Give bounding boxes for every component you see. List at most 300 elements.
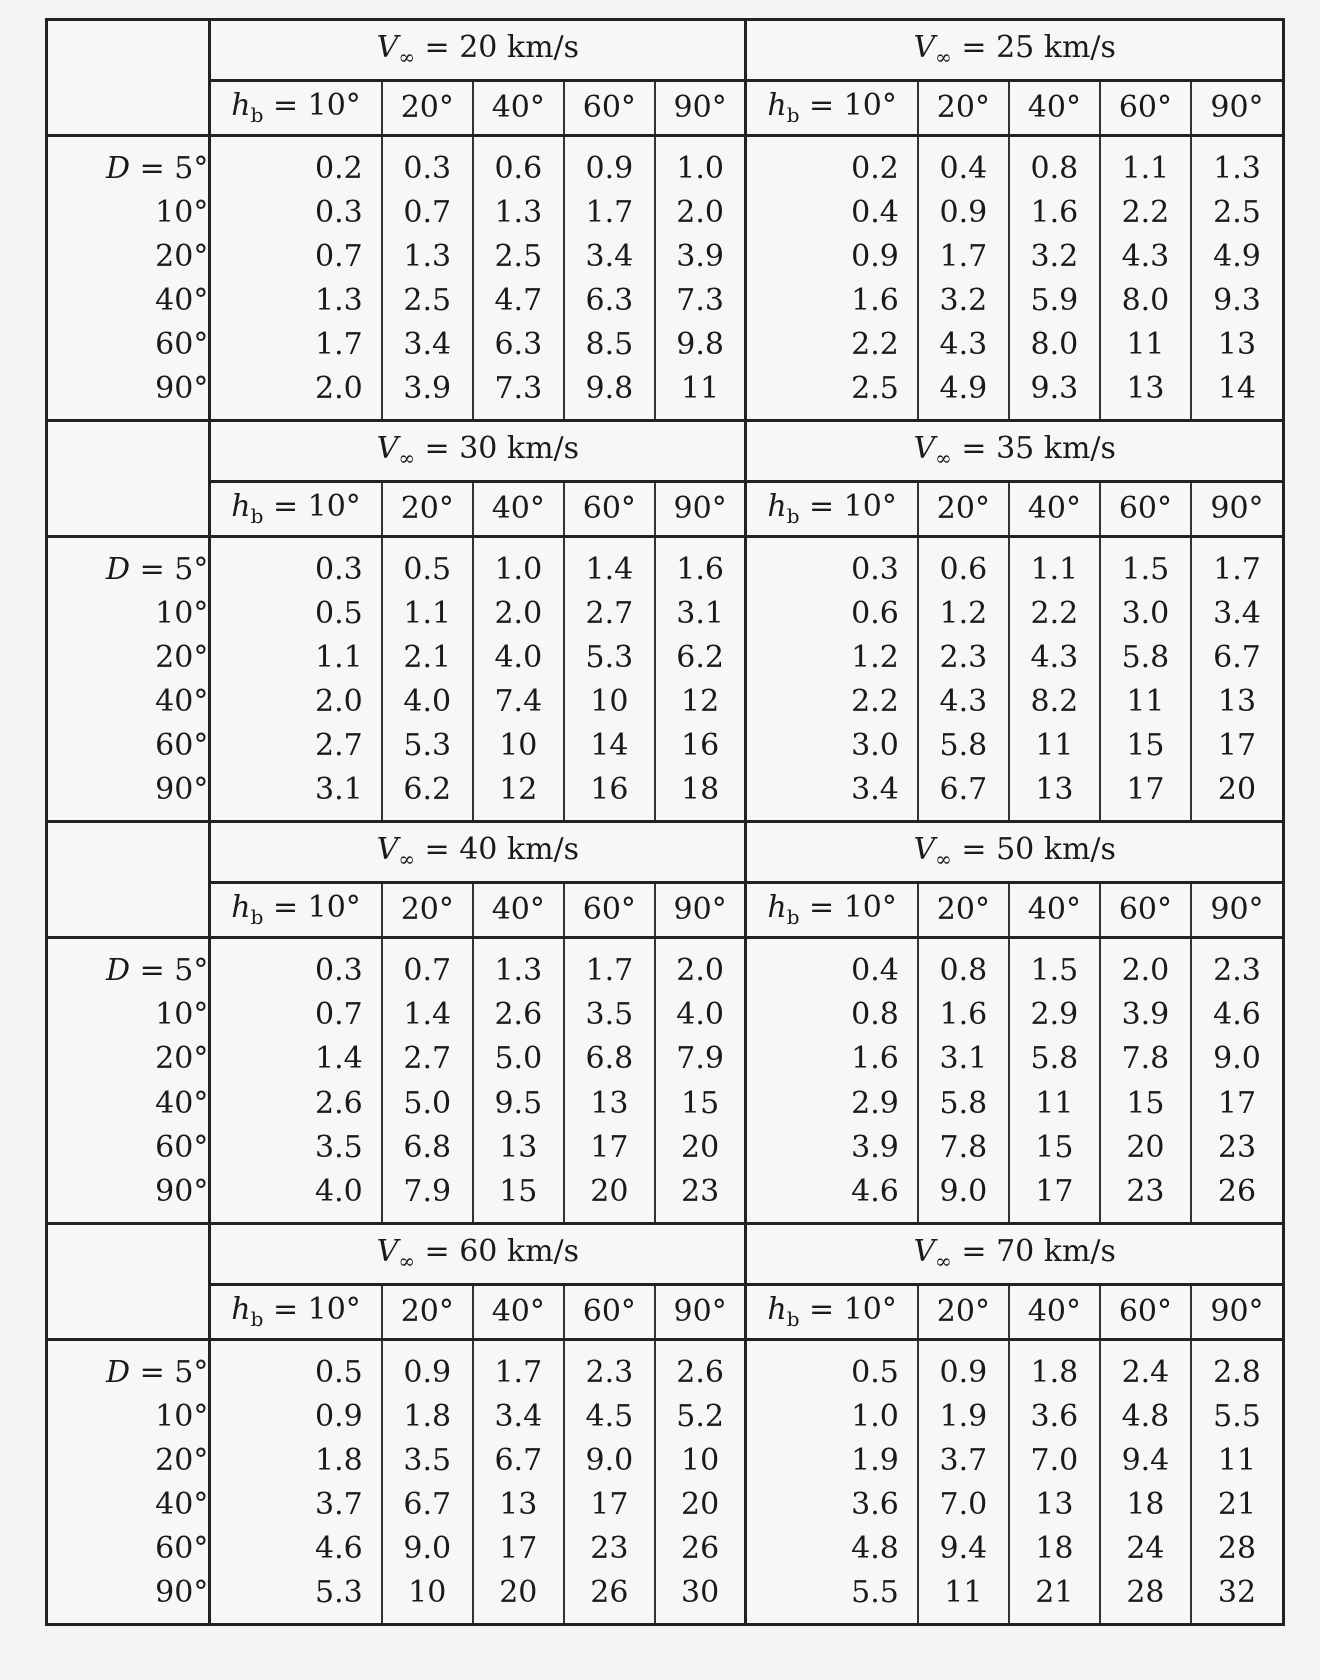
hb-value: 90° — [673, 892, 727, 928]
cell-value: 0.3 — [403, 151, 452, 187]
value-cell — [1009, 367, 1100, 421]
cell-value: 21 — [1035, 1574, 1074, 1610]
hb-header-cell — [210, 81, 382, 136]
value-cell — [210, 1483, 382, 1527]
value-cell — [1009, 768, 1100, 822]
cell-value: 1.7 — [1213, 552, 1261, 588]
cell-value: 15 — [1035, 1129, 1074, 1165]
d-value: 10° — [155, 1398, 209, 1434]
cell-value: 3.1 — [939, 1041, 988, 1077]
cell-value: 11 — [944, 1574, 983, 1610]
h-symbol: h — [767, 1291, 787, 1327]
value-cell — [1191, 279, 1282, 323]
hb-header-cell — [655, 883, 746, 938]
value-cell — [473, 1527, 564, 1571]
value-cell — [1009, 1395, 1100, 1439]
d-label-cell — [48, 592, 210, 636]
value-cell — [473, 1571, 564, 1623]
cell-value: 3.9 — [403, 371, 452, 407]
cell-value: 17 — [1035, 1173, 1074, 1209]
hb-value: 90° — [673, 1293, 727, 1329]
hb-header-row — [48, 1284, 1282, 1339]
d-value: = 5° — [130, 1354, 209, 1390]
value-cell — [1100, 938, 1191, 994]
cell-value: 2.2 — [851, 327, 899, 363]
cell-value: 0.7 — [403, 195, 452, 231]
cell-value: 1.1 — [403, 596, 452, 632]
value-cell — [918, 1037, 1009, 1081]
v-symbol: V — [376, 832, 399, 868]
value-cell — [1191, 768, 1282, 822]
value-cell — [1191, 592, 1282, 636]
speed-header-left — [210, 822, 746, 883]
value-cell — [210, 279, 382, 323]
equals-sign: = — [951, 30, 997, 66]
cell-value: 13 — [499, 1129, 538, 1165]
cell-value: 3.5 — [403, 1442, 452, 1478]
cell-value: 24 — [1126, 1530, 1165, 1566]
cell-value: 4.3 — [939, 327, 988, 363]
value-cell — [1100, 1082, 1191, 1126]
cell-value: 5.2 — [676, 1398, 724, 1434]
cell-value: 3.6 — [1030, 1398, 1079, 1434]
cell-value: 2.3 — [1213, 953, 1261, 989]
cell-value: 15 — [1126, 1085, 1165, 1121]
h-symbol: h — [231, 489, 251, 525]
cell-value: 3.9 — [1121, 997, 1170, 1033]
cell-value: 7.8 — [1121, 1041, 1170, 1077]
speed-value: 20 km/s — [459, 30, 580, 66]
value-cell — [1100, 1037, 1191, 1081]
hb-value: 90° — [673, 90, 727, 126]
d-value: 40° — [155, 1486, 209, 1522]
cell-value: 5.8 — [1121, 640, 1170, 676]
d-value: 40° — [155, 283, 209, 319]
value-cell — [918, 279, 1009, 323]
cell-value: 10 — [681, 1442, 720, 1478]
d-label-cell — [48, 136, 210, 192]
cell-value: 13 — [1217, 684, 1257, 720]
v-subscript: ∞ — [398, 847, 415, 872]
cell-value: 0.2 — [315, 151, 363, 187]
cell-value: 2.9 — [1030, 997, 1079, 1033]
cell-value: 3.2 — [939, 283, 988, 319]
speed-value: 70 km/s — [996, 1233, 1116, 1269]
cell-value: 18 — [1126, 1486, 1165, 1522]
value-cell — [564, 1082, 655, 1126]
cell-value: 2.7 — [403, 1041, 452, 1077]
value-cell — [210, 1170, 382, 1224]
value-cell — [1009, 323, 1100, 367]
cell-value: 4.0 — [494, 640, 543, 676]
value-cell — [564, 1170, 655, 1224]
value-cell — [1009, 1037, 1100, 1081]
cell-value: 1.5 — [1121, 552, 1170, 588]
value-cell — [210, 636, 382, 680]
d-label-cell — [48, 768, 210, 822]
cell-value: 1.7 — [494, 1354, 543, 1390]
cell-value: 1.0 — [676, 151, 724, 187]
speed-header-right — [746, 1223, 1282, 1284]
hb-value: 40° — [1027, 90, 1081, 126]
cell-value: 3.4 — [585, 239, 634, 275]
d-value: 90° — [155, 371, 209, 407]
cell-value: 0.9 — [939, 1354, 988, 1390]
table-row — [48, 279, 1282, 323]
hb-value: 40° — [491, 491, 545, 527]
value-cell — [382, 323, 473, 367]
cell-value: 20 — [590, 1173, 629, 1209]
value-cell — [746, 323, 918, 367]
hb-header-cell — [1009, 1284, 1100, 1339]
value-cell — [473, 1126, 564, 1170]
value-cell — [1009, 636, 1100, 680]
value-cell — [382, 1527, 473, 1571]
value-cell — [210, 136, 382, 192]
d-value: 20° — [155, 1041, 209, 1077]
value-cell — [473, 191, 564, 235]
hb-value: = 10° — [799, 88, 897, 124]
value-cell — [564, 636, 655, 680]
cell-value: 9.8 — [585, 371, 634, 407]
hb-header-cell — [918, 883, 1009, 938]
cell-value: 4.0 — [315, 1173, 363, 1209]
d-label-cell — [48, 680, 210, 724]
value-cell — [473, 1483, 564, 1527]
hb-header-cell — [1100, 883, 1191, 938]
speed-value: 25 km/s — [996, 30, 1116, 66]
cell-value: 2.4 — [1121, 1354, 1170, 1390]
hb-value: 60° — [1118, 491, 1173, 527]
cell-value: 4.6 — [851, 1173, 899, 1209]
hb-header-row — [48, 883, 1282, 938]
cell-value: 17 — [1217, 728, 1257, 764]
value-cell — [473, 1339, 564, 1395]
v-symbol: V — [376, 30, 399, 66]
cell-value: 0.6 — [851, 596, 899, 632]
cell-value: 2.2 — [851, 684, 899, 720]
hb-header-cell — [473, 883, 564, 938]
hb-value: 40° — [1027, 1293, 1081, 1329]
cell-value: 2.6 — [315, 1085, 363, 1121]
cell-value: 3.6 — [851, 1486, 899, 1522]
h-subscript: b — [250, 1306, 264, 1331]
cell-value: 1.4 — [585, 552, 634, 588]
value-cell — [746, 1037, 918, 1081]
value-cell — [746, 1395, 918, 1439]
hb-header-cell — [1191, 1284, 1282, 1339]
hb-value: 40° — [491, 90, 545, 126]
d-symbol: D — [105, 151, 131, 187]
cell-value: 3.1 — [676, 596, 724, 632]
value-cell — [564, 1037, 655, 1081]
value-cell — [918, 367, 1009, 421]
value-cell — [473, 1082, 564, 1126]
value-cell — [655, 1439, 746, 1483]
v-symbol: V — [913, 30, 936, 66]
cell-value: 13 — [1126, 371, 1165, 407]
value-cell — [655, 680, 746, 724]
equals-sign: = — [415, 431, 460, 467]
hb-value: 20° — [400, 892, 454, 928]
value-cell — [1009, 680, 1100, 724]
h-symbol: h — [231, 1291, 251, 1327]
value-cell — [1100, 1170, 1191, 1224]
hb-value: 40° — [491, 1293, 545, 1329]
value-cell — [210, 191, 382, 235]
corner-cell — [48, 883, 210, 938]
v-subscript: ∞ — [935, 45, 952, 70]
h-symbol: h — [767, 489, 787, 525]
cell-value: 0.6 — [939, 552, 988, 588]
hb-value: 60° — [1118, 892, 1173, 928]
value-cell — [1100, 1571, 1191, 1623]
cell-value: 3.4 — [494, 1398, 543, 1434]
d-label-cell — [48, 1527, 210, 1571]
cell-value: 13 — [1217, 327, 1257, 363]
value-cell — [1191, 636, 1282, 680]
cell-value: 18 — [1035, 1530, 1074, 1566]
cell-value: 1.4 — [315, 1041, 363, 1077]
value-cell — [564, 1126, 655, 1170]
value-cell — [746, 1082, 918, 1126]
cell-value: 9.3 — [1213, 283, 1261, 319]
hb-value: 60° — [582, 491, 636, 527]
d-value: 60° — [155, 327, 209, 363]
value-cell — [655, 279, 746, 323]
value-cell — [382, 680, 473, 724]
cell-value: 5.3 — [315, 1574, 363, 1610]
value-cell — [746, 367, 918, 421]
table-row — [48, 1571, 1282, 1623]
cell-value: 2.2 — [1121, 195, 1170, 231]
speed-header-left — [210, 21, 746, 81]
value-cell — [473, 636, 564, 680]
value-cell — [210, 1339, 382, 1395]
value-cell — [382, 191, 473, 235]
v-symbol: V — [376, 431, 399, 467]
hb-header-cell — [918, 81, 1009, 136]
cell-value: 1.2 — [939, 596, 988, 632]
value-cell — [382, 537, 473, 593]
hb-header-row — [48, 81, 1282, 136]
cell-value: 9.0 — [403, 1530, 452, 1566]
table-row — [48, 1170, 1282, 1224]
value-cell — [918, 323, 1009, 367]
cell-value: 2.8 — [1213, 1354, 1261, 1390]
value-cell — [746, 938, 918, 994]
v-symbol: V — [913, 1233, 936, 1269]
cell-value: 8.5 — [585, 327, 634, 363]
value-cell — [382, 1339, 473, 1395]
value-cell — [210, 938, 382, 994]
hb-value: 60° — [582, 90, 636, 126]
value-cell — [1191, 938, 1282, 994]
value-cell — [1009, 235, 1100, 279]
hb-header-cell — [1191, 81, 1282, 136]
value-cell — [382, 768, 473, 822]
cell-value: 28 — [1217, 1530, 1257, 1566]
cell-value: 23 — [590, 1530, 629, 1566]
cell-value: 1.6 — [1030, 195, 1079, 231]
value-cell — [382, 1126, 473, 1170]
hb-header-cell — [382, 482, 473, 537]
speed-header-left — [210, 1223, 746, 1284]
value-cell — [473, 724, 564, 768]
value-cell — [1191, 136, 1282, 192]
value-cell — [564, 323, 655, 367]
d-value: 60° — [155, 1530, 209, 1566]
value-cell — [655, 636, 746, 680]
value-cell — [918, 938, 1009, 994]
data-table — [48, 21, 1282, 1623]
value-cell — [655, 1571, 746, 1623]
cell-value: 2.5 — [403, 283, 452, 319]
hb-value: 60° — [1118, 1293, 1173, 1329]
table-row — [48, 938, 1282, 994]
value-cell — [1009, 1082, 1100, 1126]
cell-value: 4.0 — [403, 684, 452, 720]
d-value: 90° — [155, 1574, 209, 1610]
value-cell — [1009, 938, 1100, 994]
value-cell — [564, 938, 655, 994]
cell-value: 5.0 — [403, 1085, 452, 1121]
value-cell — [473, 1439, 564, 1483]
value-cell — [1191, 1395, 1282, 1439]
cell-value: 4.3 — [939, 684, 988, 720]
hb-value: 90° — [1210, 90, 1264, 126]
cell-value: 2.0 — [676, 953, 724, 989]
cell-value: 7.9 — [676, 1041, 724, 1077]
cell-value: 28 — [1126, 1574, 1165, 1610]
cell-value: 7.3 — [676, 283, 724, 319]
cell-value: 2.5 — [494, 239, 543, 275]
cell-value: 4.6 — [315, 1530, 363, 1566]
d-label-cell — [48, 724, 210, 768]
cell-value: 3.9 — [851, 1129, 899, 1165]
cell-value: 4.3 — [1030, 640, 1079, 676]
cell-value: 7.3 — [494, 371, 543, 407]
data-table-sheet — [45, 18, 1285, 1626]
h-subscript: b — [250, 103, 264, 128]
speed-header-row — [48, 21, 1282, 81]
value-cell — [382, 724, 473, 768]
d-value: = 5° — [130, 552, 209, 588]
hb-header-cell — [210, 1284, 382, 1339]
speed-value: 40 km/s — [459, 832, 580, 868]
value-cell — [382, 1082, 473, 1126]
cell-value: 9.3 — [1030, 371, 1079, 407]
cell-value: 0.3 — [315, 195, 363, 231]
d-value: = 5° — [130, 151, 209, 187]
value-cell — [1100, 191, 1191, 235]
table-row — [48, 1082, 1282, 1126]
value-cell — [1191, 191, 1282, 235]
cell-value: 1.4 — [403, 997, 452, 1033]
value-cell — [1009, 191, 1100, 235]
equals-sign: = — [951, 832, 997, 868]
d-value: 90° — [155, 772, 209, 808]
cell-value: 11 — [681, 371, 720, 407]
value-cell — [1009, 1126, 1100, 1170]
table-row — [48, 136, 1282, 192]
value-cell — [655, 323, 746, 367]
cell-value: 4.8 — [1121, 1398, 1170, 1434]
cell-value: 0.5 — [851, 1354, 899, 1390]
hb-header-cell — [655, 482, 746, 537]
hb-header-cell — [1009, 482, 1100, 537]
v-symbol: V — [913, 832, 936, 868]
hb-header-cell — [210, 883, 382, 938]
cell-value: 5.8 — [1030, 1041, 1079, 1077]
value-cell — [1100, 1395, 1191, 1439]
hb-value: 40° — [491, 892, 545, 928]
hb-value: 90° — [1210, 491, 1264, 527]
value-cell — [1191, 680, 1282, 724]
value-cell — [918, 768, 1009, 822]
cell-value: 2.3 — [939, 640, 988, 676]
value-cell — [564, 993, 655, 1037]
cell-value: 11 — [1126, 684, 1165, 720]
value-cell — [655, 768, 746, 822]
table-row — [48, 367, 1282, 421]
hb-header-cell — [1009, 81, 1100, 136]
value-cell — [1100, 537, 1191, 593]
cell-value: 0.4 — [851, 953, 899, 989]
d-value: 10° — [155, 596, 209, 632]
value-cell — [1009, 279, 1100, 323]
cell-value: 2.0 — [1121, 953, 1170, 989]
value-cell — [746, 537, 918, 593]
hb-value: = 10° — [799, 489, 897, 525]
d-label-cell — [48, 938, 210, 994]
value-cell — [1009, 1571, 1100, 1623]
value-cell — [918, 1571, 1009, 1623]
value-cell — [473, 537, 564, 593]
value-cell — [210, 724, 382, 768]
value-cell — [918, 136, 1009, 192]
value-cell — [382, 235, 473, 279]
cell-value: 16 — [590, 772, 629, 808]
cell-value: 26 — [1217, 1173, 1257, 1209]
equals-sign: = — [951, 431, 997, 467]
cell-value: 0.9 — [315, 1398, 363, 1434]
value-cell — [746, 136, 918, 192]
value-cell — [655, 1339, 746, 1395]
cell-value: 0.7 — [403, 953, 452, 989]
cell-value: 3.7 — [315, 1486, 363, 1522]
cell-value: 0.9 — [939, 195, 988, 231]
cell-value: 6.7 — [939, 772, 988, 808]
value-cell — [918, 724, 1009, 768]
table-row — [48, 768, 1282, 822]
equals-sign: = — [951, 1233, 997, 1269]
cell-value: 9.4 — [939, 1530, 988, 1566]
value-cell — [564, 279, 655, 323]
cell-value: 6.8 — [403, 1129, 452, 1165]
value-cell — [1191, 1439, 1282, 1483]
value-cell — [1100, 1439, 1191, 1483]
d-label-cell — [48, 1170, 210, 1224]
cell-value: 0.9 — [585, 151, 634, 187]
value-cell — [210, 1037, 382, 1081]
value-cell — [1191, 724, 1282, 768]
cell-value: 20 — [1126, 1129, 1165, 1165]
hb-value: 60° — [582, 1293, 636, 1329]
cell-value: 3.1 — [315, 772, 363, 808]
cell-value: 18 — [681, 772, 720, 808]
cell-value: 6.7 — [494, 1442, 543, 1478]
